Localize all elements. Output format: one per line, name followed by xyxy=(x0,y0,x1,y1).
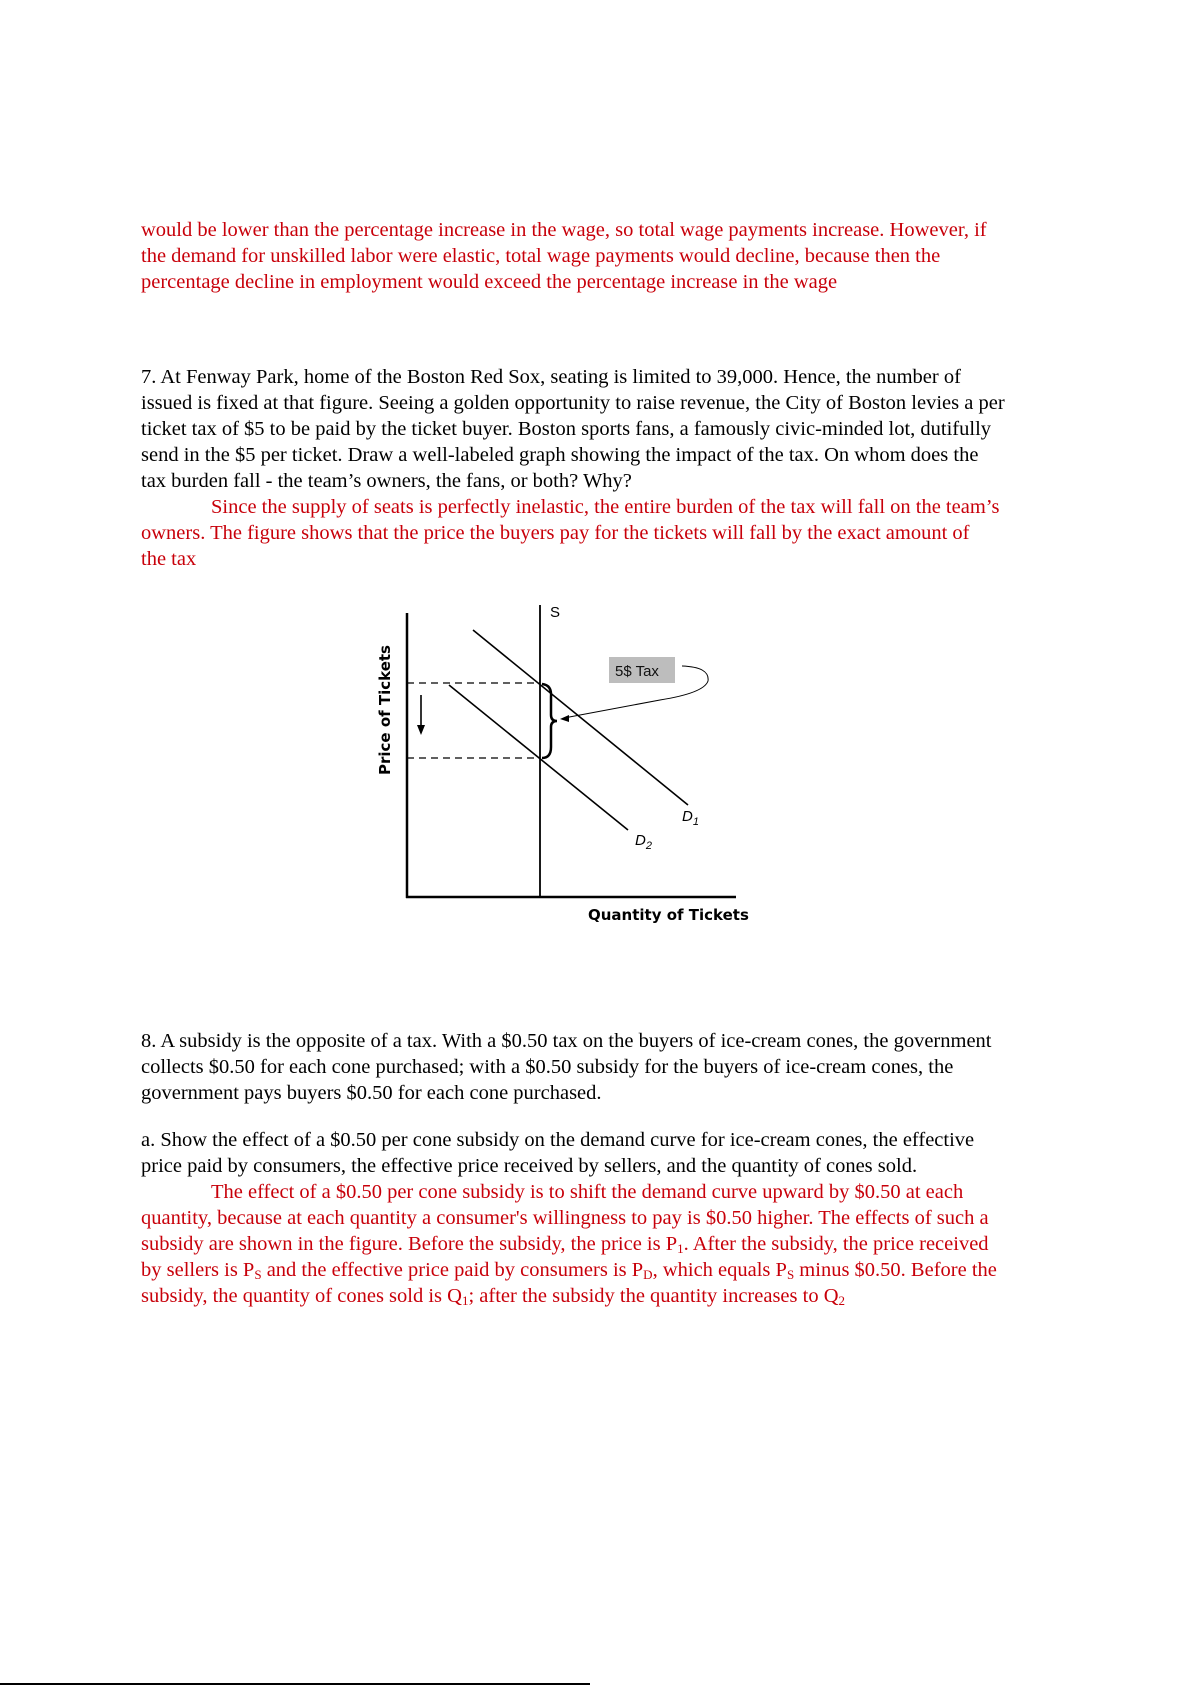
answer-8a-line-1: The effect of a $0.50 per cone subsidy is to shift the demand curve upward by $0.50 at each xyxy=(211,1181,964,1203)
supply-label: S xyxy=(550,604,561,621)
question-7-line-5: tax burden fall - the team’s owners, the fans, or both? Why? xyxy=(141,470,632,492)
answer-6-line-1: would be lower than the percentage increase in the wage, so total wage payments increase. However, if xyxy=(141,219,987,241)
text-segment: ; after the subsidy the quantity increases to Q xyxy=(468,1285,839,1307)
text-segment: subsidy, the quantity of cones sold is Q xyxy=(141,1285,462,1307)
question-8-line-3: government pays buyers $0.50 for each cone purchased. xyxy=(141,1082,602,1104)
answer-8a-line-3 xyxy=(141,1231,989,1257)
question-7-line-1: 7. At Fenway Park, home of the Boston Red Sox, seating is limited to 39,000. Hence, the number of xyxy=(141,366,961,388)
answer-8a-line-2: quantity, because at each quantity a consumer's willingness to pay is $0.50 higher. The effects of such a xyxy=(141,1207,989,1229)
text-segment: subsidy are shown in the figure. Before the subsidy, the price is P xyxy=(141,1233,678,1255)
answer-7-line-3: the tax xyxy=(141,548,197,570)
subscript: S xyxy=(254,1267,262,1282)
d1-label: $D_1$ xyxy=(682,808,699,828)
demand-curve-d2 xyxy=(449,685,628,830)
chart-svg xyxy=(360,575,820,995)
subscript: 1 xyxy=(677,1241,684,1256)
question-8a-line-1: a. Show the effect of a $0.50 per cone subsidy on the demand curve for ice-cream cones, the effective xyxy=(141,1129,975,1151)
answer-7-line-1: Since the supply of seats is perfectly inelastic, the entire burden of the tax will fall on the team’s xyxy=(211,496,1000,518)
tax-label: 5$ Tax xyxy=(615,663,659,680)
text-segment: and the effective price paid by consumers is P xyxy=(261,1259,644,1281)
d2-label: $D_2$ xyxy=(635,832,652,852)
question-7-line-3: ticket tax of $5 to be paid by the ticket buyer. Boston sports fans, a famously civic-minded lot, dutifully xyxy=(141,418,992,440)
question-8-line-2: collects $0.50 for each cone purchased; with a $0.50 subsidy for the buyers of ice-cream cones, the xyxy=(141,1056,954,1078)
tax-brace xyxy=(542,684,557,758)
subscript: 1 xyxy=(461,1293,469,1308)
ticket-tax-chart xyxy=(360,575,820,995)
answer-7-line-2: owners. The figure shows that the price the buyers pay for the tickets will fall by the exact amount of xyxy=(141,522,970,544)
subscript: 2 xyxy=(838,1293,845,1308)
subscript: S xyxy=(786,1267,795,1282)
question-7-line-4: send in the $5 per ticket. Draw a well-labeled graph showing the impact of the tax. On whom does the xyxy=(141,444,979,466)
demand-curve-d1 xyxy=(473,630,688,805)
answer-8a-line-5 xyxy=(141,1283,845,1309)
subscript: D xyxy=(643,1267,653,1282)
answer-8a-line-4 xyxy=(141,1257,997,1283)
question-8-line-1: 8. A subsidy is the opposite of a tax. With a $0.50 tax on the buyers of ice-cream cones, the government xyxy=(141,1030,992,1052)
text-segment: . After the subsidy, the price received xyxy=(683,1233,989,1255)
pointer-arrowhead-icon xyxy=(560,715,569,722)
question-8a-line-2: price paid by consumers, the effective price received by sellers, and the quantity of cones sold. xyxy=(141,1155,918,1177)
y-axis-label: Price of Tickets xyxy=(376,645,394,775)
text-segment: , which equals P xyxy=(652,1259,787,1281)
text-segment: minus $0.50. Before the xyxy=(794,1259,997,1281)
x-axis-label: Quantity of Tickets xyxy=(588,906,749,924)
answer-6-line-3: percentage decline in employment would exceed the percentage increase in the wage xyxy=(141,271,838,293)
question-7-line-2: issued is fixed at that figure. Seeing a golden opportunity to raise revenue, the City of Boston levies a per xyxy=(141,392,1005,414)
text-segment: by sellers is P xyxy=(141,1259,255,1281)
down-arrow-icon xyxy=(417,725,425,735)
answer-6-line-2: the demand for unskilled labor were elastic, total wage payments would decline, because then the xyxy=(141,245,941,267)
